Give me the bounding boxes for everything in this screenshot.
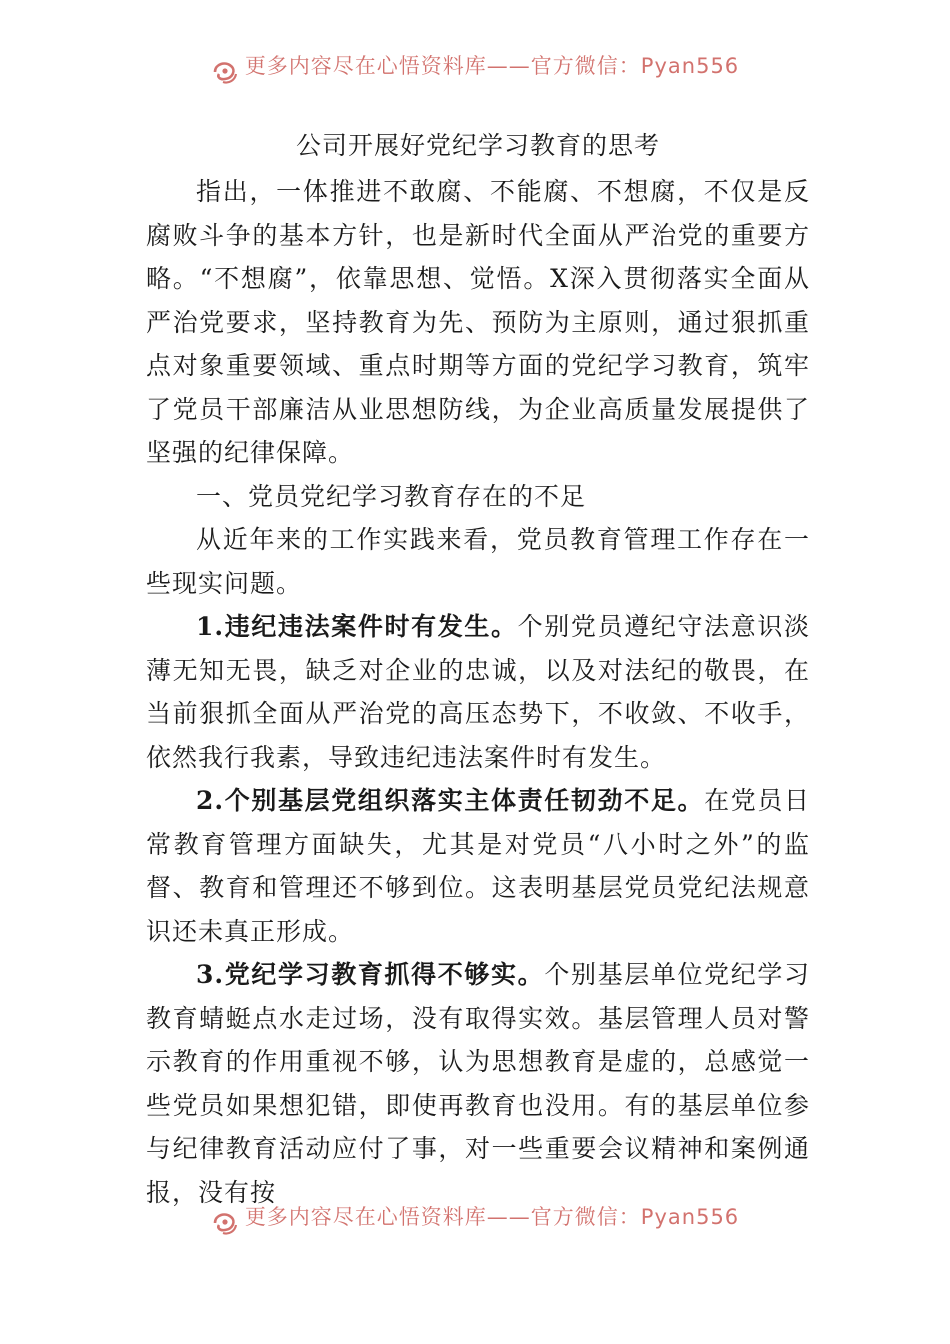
watermark-header bbox=[0, 52, 950, 92]
watermark-footer bbox=[0, 1203, 950, 1243]
document-body bbox=[146, 118, 810, 1214]
point-body-3: 个别基层单位党纪学习教育蜻蜓点水走过场，没有取得实效。基层管理人员对警示教育的作用重视不够，认为思想教育是虚的，总感觉一些党员如果想犯错，即使再教育也没用。有的基层单位参与纪律教育活动应付了事，对一些重要会议精神和案例通报，没有按 bbox=[146, 960, 810, 1207]
watermark-logo-icon bbox=[211, 58, 239, 86]
point-lead-3: 3.党纪学习教育抓得不够实。 bbox=[196, 960, 545, 989]
point-lead-1: 1.违纪违法案件时有发生。 bbox=[196, 612, 518, 641]
point-body-1: 个别党员遵纪守法意识淡薄无知无畏，缺乏对企业的忠诚，以及对法纪的敬畏，在当前狠抓全面从严治党的高压态势下，不收敛、不收手，依然我行我素，导致违纪违法案件时有发生。 bbox=[146, 612, 810, 772]
intro-paragraph: 指出，一体推进不敢腐、不能腐、不想腐，不仅是反腐败斗争的基本方针，也是新时代全面从严治党的重要方略。“不想腐”，依靠思想、觉悟。X深入贯彻落实全面从严治党要求，坚持教育为先、预防为主原则，通过狠抓重点对象重要领域、重点时期等方面的党纪学习教育，筑牢了党员干部廉洁从业思想防线，为企业高质量发展提供了坚强的纪律保障。 bbox=[146, 177, 810, 467]
section-intro-paragraph: 从近年来的工作实践来看，党员教育管理工作存在一些现实问题。 bbox=[146, 525, 810, 598]
point-paragraph-2 bbox=[146, 779, 810, 953]
watermark-text: 更多内容尽在心悟资料库——官方微信：Pyan556 bbox=[244, 1205, 740, 1229]
point-body-2: 在党员日常教育管理方面缺失，尤其是对党员“八小时之外”的监督、教育和管理还不够到位。这表明基层党员党纪法规意识还未真正形成。 bbox=[146, 786, 810, 946]
point-lead-2: 2.个别基层党组织落实主体责任韧劲不足。 bbox=[196, 786, 705, 815]
point-paragraph-3 bbox=[146, 953, 810, 1214]
point-paragraph-1 bbox=[146, 605, 810, 779]
section-heading: 一、党员党纪学习教育存在的不足 bbox=[196, 481, 587, 511]
watermark-text: 更多内容尽在心悟资料库——官方微信：Pyan556 bbox=[244, 54, 740, 78]
watermark-logo-icon bbox=[211, 1209, 239, 1237]
document-title: 公司开展好党纪学习教育的思考 bbox=[295, 131, 660, 160]
